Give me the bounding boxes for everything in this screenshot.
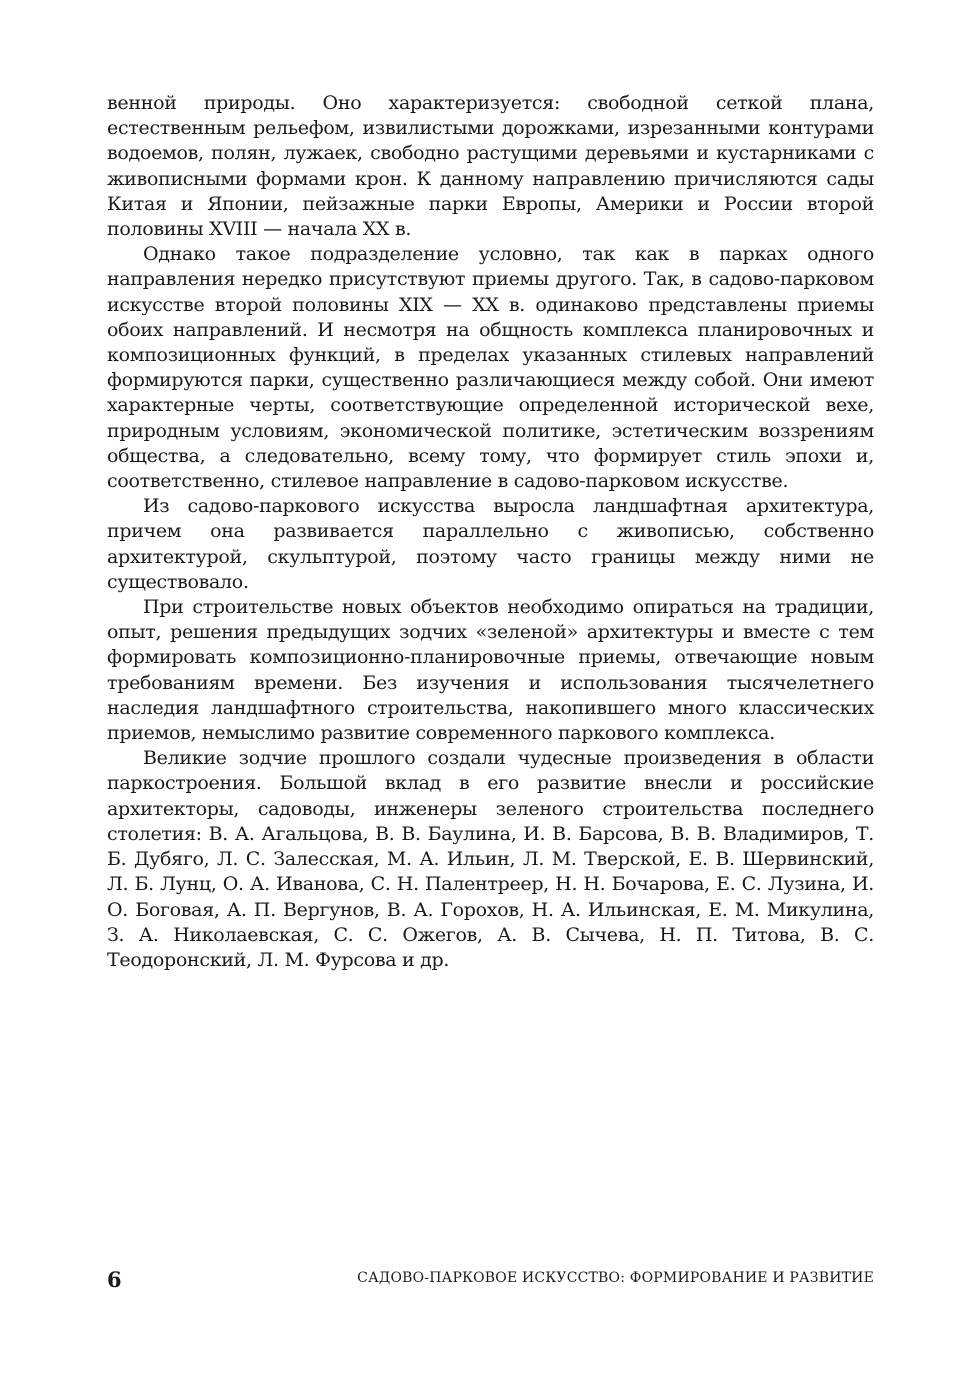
body-text [107,91,874,973]
paragraph: Из садово-паркового искусства выросла ландшафтная архитектура, причем она развивается параллельно с живописью, собственно архитектурой, скульптурой, поэтому часто границы между ними не существовало. [107,495,874,593]
page-number: 6 [107,1267,122,1292]
paragraph: При строительстве новых объектов необходимо опираться на традиции, опыт, решения предыдущих зодчих «зеленой» архитектуры и вместе с тем формировать композиционно-планировочные приемы, отвечающие новым требованиям времени. Без изучения и использования тысячелетнего наследия ландшафтного строительства, накопившего много классических приемов, немыслимо развитие современного паркового комплекса. [107,596,874,745]
paragraph: Однако такое подразделение условно, так как в парках одного направления нередко присутствуют приемы другого. Так, в садово-парковом искусстве второй половины XIX — XX в. одинаково представлены приемы обоих направлений. И несмотря на общность комплекса планировочных и композиционных функций, в пределах указанных стилевых направлений формируются парки, существенно различающиеся между собой. Они имеют характерные черты, соответствующие определенной исторической вехе, природным условиям, экономической политике, эстетическим воззрениям общества, а следовательно, всему тому, что формирует стиль эпохи и, соответственно, стилевое направление в садово-парковом искусстве. [107,243,874,493]
paragraph-continuation: венной природы. Оно характеризуется: свободной сеткой плана, естественным рельефом, извилистыми дорожками, изрезанными контурами водоемов, полян, лужаек, свободно растущими деревьями и кустарниками с живописными формами крон. К данному направлению причисляются сады Китая и Японии, пейзажные парки Европы, Америки и России второй половины XVIII — начала XX в. [107,92,874,241]
paragraph: Великие зодчие прошлого создали чудесные произведения в области паркостроения. Большой вклад в его развитие внесли и российские архитекторы, садоводы, инженеры зеленого строительства последнего столетия: В. А. Агальцова, В. В. Баулина, И. В. Барсова, В. В. Владимиров, Т. Б. Дубяго, Л. С. Залесская, М. А. Ильин, Л. М. Тверской, Е. В. Шервинский, Л. Б. Лунц, О. А. Иванова, С. Н. Палентреер, Н. Н. Бочарова, Е. С. Лузина, И. О. Боговая, А. П. Вергунов, В. А. Горохов, Н. А. Ильинская, Е. М. Микулина, З. А. Николаевская, С. С. Ожегов, А. В. Сычева, Н. П. Титова, В. С. Теодоронский, Л. М. Фурсова и др. [107,747,874,971]
running-head: САДОВО-ПАРКОВОЕ ИСКУССТВО: ФОРМИРОВАНИЕ И РАЗВИТИЕ [357,1270,874,1286]
